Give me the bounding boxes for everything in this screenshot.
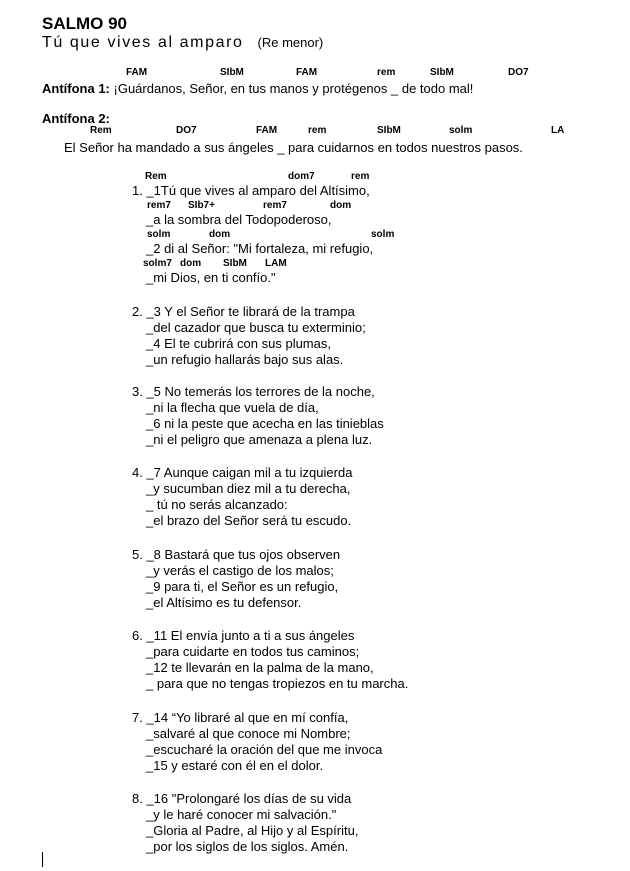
chord: dom [209,229,231,240]
verse-line: _por los siglos de los siglos. Amén. [146,839,349,854]
verse-line: _9 para ti, el Señor es un refugio, [146,579,339,594]
verse-line: 2. _3 Y el Señor te librará de la trampa [132,304,355,319]
verse-line: _y le haré conocer mi salvación." [146,807,337,822]
chord: rem7 [263,200,287,211]
chord: rem [308,125,327,136]
verse-line: 3. _5 No temerás los terrores de la noche, [132,384,375,399]
verse-5 [132,547,340,611]
chord: Rem [145,171,167,182]
text-cursor [42,852,43,867]
verse-line: 7. _14 “Yo libraré al que en mí confía, [132,710,349,725]
chord: Rem [90,125,112,136]
chord: FAM [256,125,278,136]
verse-8 [132,791,358,855]
song-key: (Re menor) [257,35,324,50]
chord: solm [371,229,395,240]
verse-line: 8. _16 "Prolongaré los días de su vida [132,791,352,806]
verse-line: _el Altísimo es tu defensor. [146,595,302,610]
chord: LAM [265,258,287,269]
chord: SIbM [223,258,247,269]
antifona2-text: El Señor ha mandado a sus ángeles _ para cuidarnos en todos nuestros pasos. [64,140,523,155]
verse-line: _15 y estaré con él en el dolor. [146,758,324,773]
verse-line: _6 ni la peste que acecha en las tinieblas [146,416,384,431]
verse-4 [132,465,352,529]
verse-line: 4. _7 Aunque caigan mil a tu izquierda [132,465,353,480]
chord: solm7 [143,258,172,269]
verse-2 [132,304,366,368]
chord: solm [449,125,473,136]
chord: rem [377,67,396,78]
antifona1-label: Antífona 1: [42,81,110,96]
verse-line: _del cazador que busca tu exterminio; [146,320,366,335]
chord: dom7 [288,171,315,182]
verse-line: _4 El te cubrirá con sus plumas, [146,336,331,351]
verse-line: _mi Dios, en ti confío." [146,270,276,285]
verse-line: _ tú no serás alcanzado: [146,497,288,512]
chord: DO7 [176,125,197,136]
verse-6 [132,628,408,692]
verse-7 [132,710,382,774]
chord: FAM [126,67,148,78]
antifona2-label: Antífona 2: [42,111,110,126]
chord: rem [351,171,370,182]
verse-line: _un refugio hallarás bajo sus alas. [146,352,344,367]
verse-3 [132,384,384,448]
verse-line: _ para que no tengas tropiezos en tu marcha. [146,676,409,691]
verse-line: _Gloria al Padre, al Hijo y al Espíritu, [146,823,359,838]
antifona1-text: ¡Guárdanos, Señor, en tus manos y protégenos _ de todo mal! [109,81,474,96]
verse-line: _el brazo del Señor será tu escudo. [146,513,352,528]
verse-line: _salvaré al que conoce mi Nombre; [146,726,351,741]
chord: SIbM [377,125,401,136]
verse-line: _12 te llevarán en la palma de la mano, [146,660,374,675]
chord: solm [147,229,171,240]
song-name: Tú que vives al amparo [42,34,244,51]
verse-line: _ni la flecha que vuela de día, [146,400,319,415]
chord: SIbM [220,67,244,78]
antifona1-line [42,81,473,96]
chord: FAM [296,67,318,78]
verse-line: _escucharé la oración del que me invoca [146,742,383,757]
verse-line: _ni el peligro que amenaza a plena luz. [146,432,373,447]
chord: dom [330,200,352,211]
verse-line: _y sucumban diez mil a tu derecha, [146,481,351,496]
chord: SIb7+ [188,200,215,211]
chord: SIbM [430,67,454,78]
chord: DO7 [508,67,529,78]
page-title: SALMO 90 [42,14,128,33]
verse-line: 5. _8 Bastará que tus ojos observen [132,547,341,562]
chord: rem7 [147,200,171,211]
verse-line: _2 di al Señor: "Mi fortaleza, mi refugio, [146,241,374,256]
verse-line: _y verás el castigo de los malos; [146,563,334,578]
verse-line: _a la sombra del Todopoderoso, [146,212,332,227]
song-subtitle [42,34,323,52]
verse-line: 1. _1Tú que vives al amparo del Altísimo, [132,183,370,198]
chord: LA [551,125,565,136]
chord: dom [180,258,202,269]
verse-line: 6. _11 El envía junto a ti a sus ángeles [132,628,355,643]
verse-line: _para cuidarte en todos tus caminos; [146,644,360,659]
